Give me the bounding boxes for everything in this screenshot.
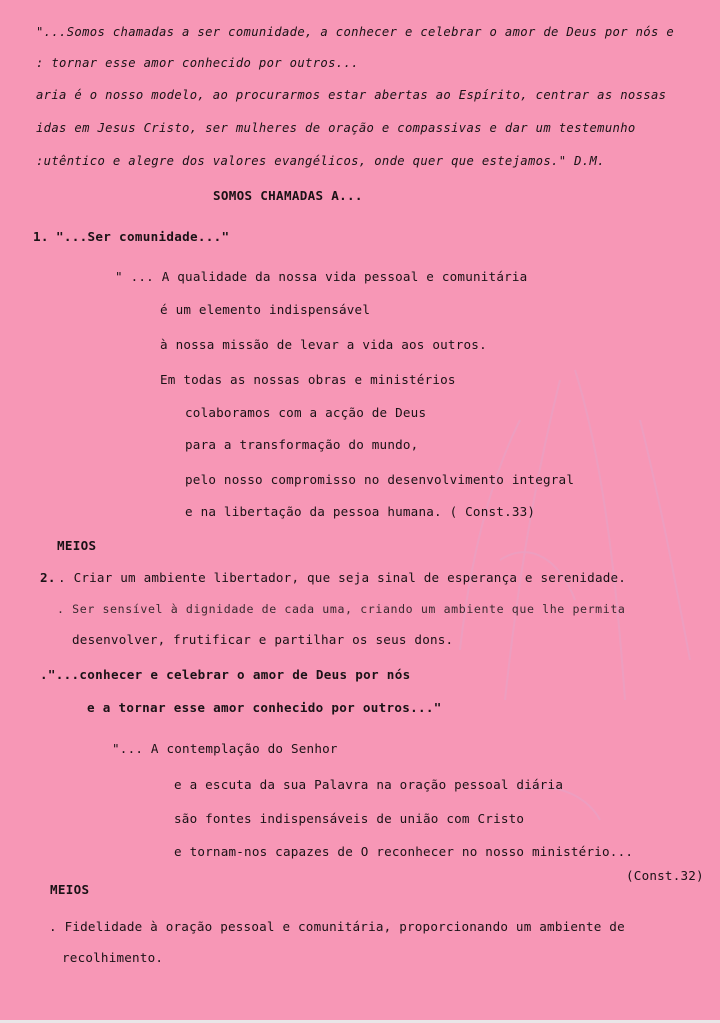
page-title: SOMOS CHAMADAS A... <box>213 188 363 203</box>
section-1-quote-line: e na libertação da pessoa humana. ( Const.33) <box>185 504 536 519</box>
section-1-quote-line: colaboramos com a acção de Deus <box>185 405 427 420</box>
section-1-quote-line: é um elemento indispensável <box>160 302 371 317</box>
section-1-quote-line: " ... A qualidade da nossa vida pessoal e comunitária <box>115 269 528 284</box>
section-2-number: 2. <box>40 570 56 585</box>
section-3-quote-line: "... A contemplação do Senhor <box>112 741 338 756</box>
section-1-quote-line: pelo nosso compromisso no desenvolvimento integral <box>185 472 575 487</box>
section-3-heading-line-2: e a tornar esse amor conhecido por outros..." <box>87 700 442 715</box>
section-3-meios-label: MEIOS <box>50 882 90 897</box>
section-1-quote-line: Em todas as nossas obras e ministérios <box>160 372 456 387</box>
section-3-quote-line: e a escuta da sua Palavra na oração pessoal diária <box>174 777 564 792</box>
section-3-heading-line-1: ."...conhecer e celebrar o amor de Deus por nós <box>40 667 411 682</box>
intro-line-1: "...Somos chamadas a ser comunidade, a conhecer e celebrar o amor de Deus por nós e <box>36 25 675 39</box>
section-3-citation: (Const.32) <box>626 868 704 883</box>
section-1-quote-line: à nossa missão de levar a vida aos outros. <box>160 337 487 352</box>
section-2-item: . Criar um ambiente libertador, que seja sinal de esperança e serenidade. <box>58 570 627 585</box>
intro-line-3: aria é o nosso modelo, ao procurarmos estar abertas ao Espírito, centrar as nossas <box>36 88 667 102</box>
section-3-item: recolhimento. <box>62 950 164 965</box>
section-3-item: . Fidelidade à oração pessoal e comunitária, proporcionando um ambiente de <box>49 919 625 934</box>
intro-line-2: : tornar esse amor conhecido por outros... <box>36 56 359 70</box>
section-1-heading: "...Ser comunidade..." <box>56 229 230 244</box>
intro-line-5: :utêntico e alegre dos valores evangélicos, onde quer que estejamos." D.M. <box>36 154 605 168</box>
section-1-quote-line: para a transformação do mundo, <box>185 437 419 452</box>
section-3-quote-line: são fontes indispensáveis de união com Cristo <box>174 811 525 826</box>
intro-line-4: idas em Jesus Cristo, ser mulheres de oração e compassivas e dar um testemunho <box>36 121 636 135</box>
section-2-item: . Ser sensível à dignidade de cada uma, criando um ambiente que lhe permita <box>57 602 626 616</box>
section-3-quote-line: e tornam-nos capazes de O reconhecer no nosso ministério... <box>174 844 634 859</box>
section-2-item: desenvolver, frutificar e partilhar os seus dons. <box>72 632 454 647</box>
section-1-number: 1. <box>33 229 49 244</box>
section-1-meios-label: MEIOS <box>57 538 97 553</box>
